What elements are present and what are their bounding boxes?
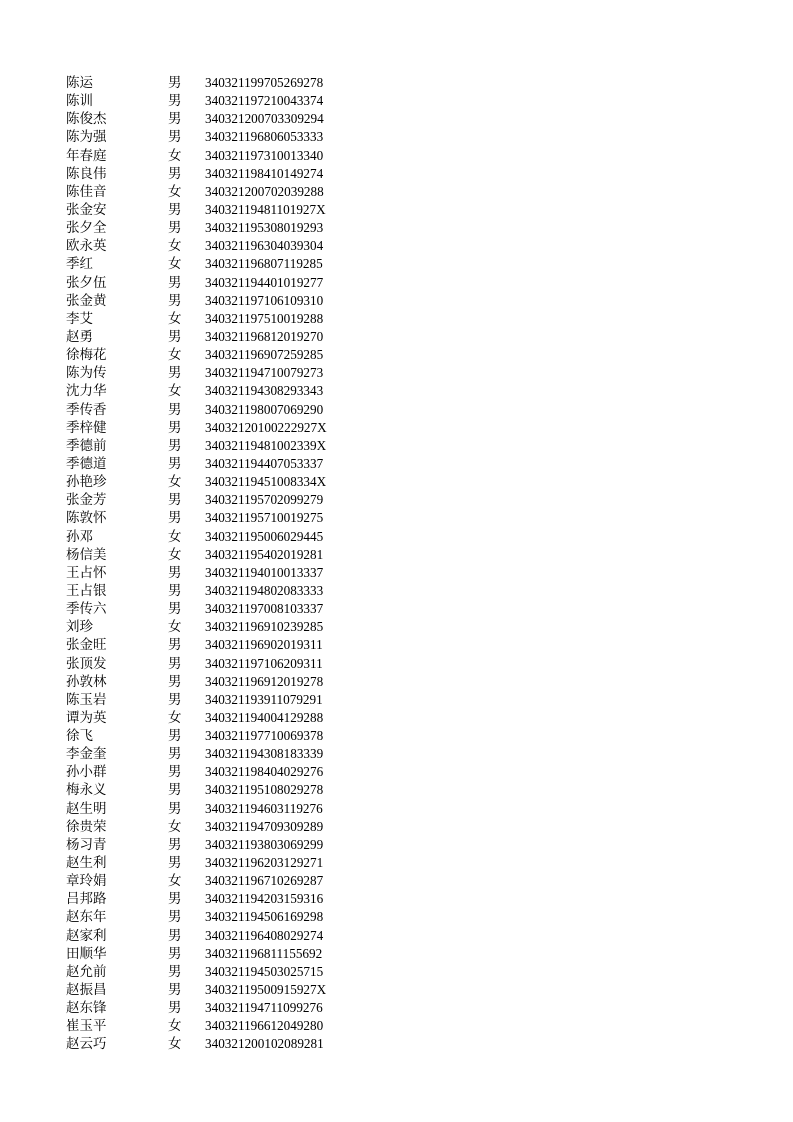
gender-cell: 女 <box>168 383 182 400</box>
gender-cell: 男 <box>168 129 182 146</box>
name-cell: 赵生利 <box>66 855 107 872</box>
name-cell: 赵云巧 <box>66 1036 107 1053</box>
name-cell: 章玲娟 <box>66 873 107 890</box>
gender-cell: 男 <box>168 673 182 690</box>
gender-cell: 男 <box>168 365 182 382</box>
id-number-cell: 340321196710269287 <box>205 873 324 889</box>
id-number-cell: 340321194401019277 <box>205 274 324 290</box>
gender-cell: 男 <box>168 437 182 454</box>
name-cell: 徐飞 <box>66 728 93 745</box>
name-cell: 孙小群 <box>66 764 107 781</box>
id-number-cell: 340321194407053337 <box>205 455 324 471</box>
id-number-cell: 340321196203129271 <box>205 855 324 871</box>
id-number-cell: 340321197106209311 <box>205 655 323 671</box>
id-number-cell: 340321196807119285 <box>205 256 323 272</box>
gender-cell: 男 <box>168 982 182 999</box>
gender-cell: 男 <box>168 927 182 944</box>
id-number-cell: 340321195308019293 <box>205 220 324 236</box>
gender-cell: 女 <box>168 256 182 273</box>
name-cell: 徐梅花 <box>66 347 107 364</box>
name-cell: 杨习青 <box>66 836 107 853</box>
gender-cell: 男 <box>168 582 182 599</box>
gender-cell: 女 <box>168 183 182 200</box>
name-cell: 李金奎 <box>66 746 107 763</box>
name-cell: 田顺华 <box>66 945 107 962</box>
name-cell: 陈运 <box>66 75 93 91</box>
id-number-cell: 340321194711099276 <box>205 1000 323 1016</box>
name-cell: 季红 <box>66 256 93 273</box>
id-number-cell: 34032119481002339X <box>205 437 327 453</box>
id-number-cell: 340321196902019311 <box>205 637 323 653</box>
id-number-cell: 340321195702099279 <box>205 492 324 508</box>
id-number-cell: 340321197310013340 <box>205 147 324 163</box>
gender-cell: 男 <box>168 637 182 654</box>
id-number-cell: 340321195108029278 <box>205 782 324 798</box>
id-number-cell: 340321199705269278 <box>205 75 324 90</box>
id-number-cell: 340321200703309294 <box>205 111 324 127</box>
gender-cell: 男 <box>168 165 182 182</box>
name-cell: 赵振昌 <box>66 982 107 999</box>
name-cell: 欧永英 <box>66 238 107 255</box>
gender-cell: 男 <box>168 746 182 763</box>
name-cell: 季传香 <box>66 401 107 418</box>
id-number-cell: 340321198007069290 <box>205 401 324 417</box>
id-number-cell: 340321197210043374 <box>205 93 324 109</box>
id-number-cell: 34032119451008334X <box>205 474 327 490</box>
name-cell: 陈训 <box>66 93 93 110</box>
name-cell: 王占怀 <box>66 564 107 581</box>
name-cell: 徐贵荣 <box>66 818 107 835</box>
gender-cell: 男 <box>168 510 182 527</box>
gender-cell: 女 <box>168 528 182 545</box>
name-cell: 张金安 <box>66 201 107 218</box>
name-cell: 季德前 <box>66 437 107 454</box>
gender-cell: 男 <box>168 220 182 237</box>
gender-cell: 男 <box>168 401 182 418</box>
name-cell: 谭为英 <box>66 709 107 726</box>
name-cell: 张夕伍 <box>66 274 107 291</box>
id-number-cell: 340321194603119276 <box>205 800 323 816</box>
id-number-cell: 340321195402019281 <box>205 546 324 562</box>
gender-cell: 男 <box>168 292 182 309</box>
name-cell: 赵东年 <box>66 909 107 926</box>
gender-cell: 男 <box>168 855 182 872</box>
gender-cell: 男 <box>168 93 182 110</box>
gender-cell: 男 <box>168 945 182 962</box>
id-number-cell: 34032119500915927X <box>205 982 327 998</box>
gender-cell: 男 <box>168 492 182 509</box>
id-number-cell: 340321193911079291 <box>205 691 323 707</box>
id-number-cell: 340321195006029445 <box>205 528 324 544</box>
gender-cell: 女 <box>168 818 182 835</box>
name-cell: 季德道 <box>66 455 107 472</box>
name-cell: 赵家利 <box>66 927 107 944</box>
name-cell: 沈力华 <box>66 383 107 400</box>
name-cell: 陈敦怀 <box>66 510 107 527</box>
id-number-cell: 340321194506169298 <box>205 909 324 925</box>
name-cell: 赵勇 <box>66 328 93 345</box>
gender-cell: 女 <box>168 474 182 491</box>
name-cell: 孙敦林 <box>66 673 107 690</box>
name-cell: 杨信美 <box>66 546 107 563</box>
gender-cell: 男 <box>168 419 182 436</box>
id-number-cell: 340321196408029274 <box>205 927 324 943</box>
name-cell: 梅永义 <box>66 782 107 799</box>
gender-cell: 男 <box>168 75 182 91</box>
name-cell: 陈为强 <box>66 129 107 146</box>
id-number-cell: 340321196910239285 <box>205 619 324 635</box>
gender-cell: 男 <box>168 601 182 618</box>
id-number-cell: 340321194308293343 <box>205 383 324 399</box>
gender-cell: 女 <box>168 347 182 364</box>
gender-cell: 男 <box>168 782 182 799</box>
gender-cell: 女 <box>168 238 182 255</box>
name-cell: 张顶发 <box>66 655 107 672</box>
id-number-cell: 340321196612049280 <box>205 1018 324 1034</box>
id-number-cell: 340321194709309289 <box>205 818 324 834</box>
name-cell: 张夕全 <box>66 220 107 237</box>
gender-cell: 男 <box>168 655 182 672</box>
name-cell: 季梓健 <box>66 419 107 436</box>
gender-cell: 女 <box>168 709 182 726</box>
gender-cell: 男 <box>168 909 182 926</box>
gender-cell: 男 <box>168 1000 182 1017</box>
id-number-cell: 340321197008103337 <box>205 601 324 617</box>
id-number-cell: 340321195710019275 <box>205 510 324 526</box>
id-number-cell: 340321200702039288 <box>205 183 324 199</box>
name-cell: 孙邓 <box>66 528 93 545</box>
id-number-cell: 34032119481101927X <box>205 201 326 217</box>
name-cell: 王占银 <box>66 582 107 599</box>
name-cell: 陈为传 <box>66 365 107 382</box>
name-cell: 季传六 <box>66 601 107 618</box>
name-cell: 李艾 <box>66 310 93 327</box>
gender-cell: 男 <box>168 455 182 472</box>
id-number-cell: 340321197510019288 <box>205 310 324 326</box>
name-cell: 年春庭 <box>66 147 107 164</box>
id-number-cell: 340321196812019270 <box>205 328 324 344</box>
name-cell: 刘珍 <box>66 619 93 636</box>
gender-cell: 女 <box>168 310 182 327</box>
gender-cell: 男 <box>168 963 182 980</box>
id-number-cell: 340321194308183339 <box>205 746 324 762</box>
name-cell: 崔玉平 <box>66 1018 107 1035</box>
name-cell: 赵东锋 <box>66 1000 107 1017</box>
id-number-cell: 340321196912019278 <box>205 673 324 689</box>
gender-cell: 女 <box>168 147 182 164</box>
id-number-cell: 340321196304039304 <box>205 238 324 254</box>
gender-cell: 女 <box>168 1018 182 1035</box>
id-number-cell: 340321194203159316 <box>205 891 324 907</box>
id-number-cell: 340321194802083333 <box>205 582 324 598</box>
id-number-cell: 340321194004129288 <box>205 709 324 725</box>
gender-cell: 男 <box>168 564 182 581</box>
gender-cell: 男 <box>168 764 182 781</box>
gender-cell: 男 <box>168 111 182 128</box>
name-cell: 张金旺 <box>66 637 107 654</box>
name-cell: 赵允前 <box>66 963 107 980</box>
id-number-cell: 340321196907259285 <box>205 347 324 363</box>
name-cell: 张金黄 <box>66 292 107 309</box>
id-number-cell: 340321194710079273 <box>205 365 324 381</box>
gender-cell: 男 <box>168 201 182 218</box>
name-cell: 陈佳音 <box>66 183 107 200</box>
id-number-cell: 340321198404029276 <box>205 764 324 780</box>
gender-cell: 男 <box>168 891 182 908</box>
gender-cell: 男 <box>168 836 182 853</box>
id-number-cell: 34032120100222927X <box>205 419 327 435</box>
id-number-cell: 340321196811155692 <box>205 945 323 961</box>
name-cell: 陈俊杰 <box>66 111 107 128</box>
gender-cell: 男 <box>168 274 182 291</box>
id-number-cell: 340321197710069378 <box>205 728 324 744</box>
name-cell: 张金芳 <box>66 492 107 509</box>
id-number-cell: 340321194503025715 <box>205 963 324 979</box>
name-cell: 赵生明 <box>66 800 107 817</box>
gender-cell: 男 <box>168 691 182 708</box>
gender-cell: 男 <box>168 800 182 817</box>
name-cell: 陈玉岩 <box>66 691 107 708</box>
gender-cell: 女 <box>168 619 182 636</box>
name-cell: 吕邦路 <box>66 891 107 908</box>
gender-cell: 女 <box>168 873 182 890</box>
id-number-cell: 340321200102089281 <box>205 1036 324 1052</box>
gender-cell: 男 <box>168 728 182 745</box>
id-number-cell: 340321196806053333 <box>205 129 324 145</box>
id-number-cell: 340321198410149274 <box>205 165 324 181</box>
gender-cell: 女 <box>168 1036 182 1053</box>
id-number-cell: 340321193803069299 <box>205 836 324 852</box>
name-cell: 孙艳珍 <box>66 474 107 491</box>
gender-cell: 女 <box>168 546 182 563</box>
gender-cell: 男 <box>168 328 182 345</box>
name-cell: 陈良伟 <box>66 165 107 182</box>
id-number-cell: 340321197106109310 <box>205 292 324 308</box>
id-number-cell: 340321194010013337 <box>205 564 324 580</box>
